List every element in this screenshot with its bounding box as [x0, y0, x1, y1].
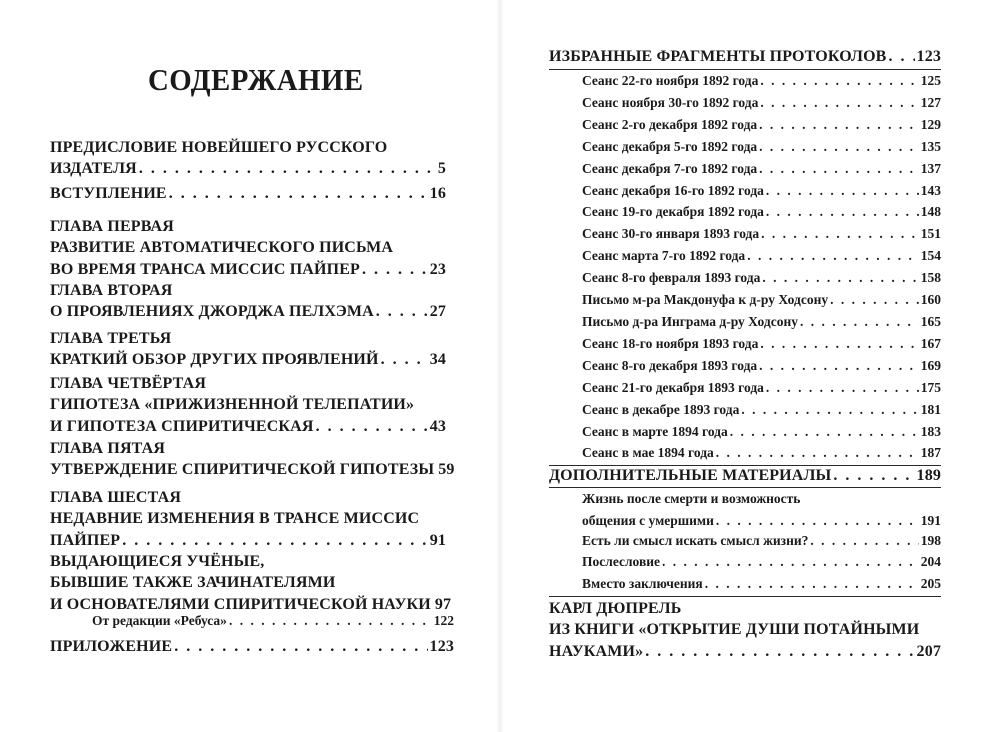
session-entry[interactable]	[582, 333, 941, 355]
leader-dots	[759, 114, 919, 136]
toc-entry-afterword[interactable]	[582, 551, 941, 573]
session-title: Сеанс 18-го ноября 1893 года	[582, 335, 759, 351]
session-page-number: 181	[920, 401, 941, 417]
toc-page-number: 43	[429, 417, 446, 435]
session-page-number: 158	[920, 270, 941, 286]
toc-entry-title: Есть ли смысл искать смысл жизни?	[582, 533, 809, 548]
section-divider	[549, 596, 941, 597]
leader-dots	[760, 333, 918, 355]
toc-entry-line: РАЗВИТИЕ АВТОМАТИЧЕСКОГО ПИСЬМА	[50, 239, 394, 257]
toc-entry-meaning-of-life[interactable]	[582, 530, 941, 552]
sessions-list	[582, 70, 941, 464]
toc-entry-title: ВО ВРЕМЯ ТРАНСА МИССИС ПАЙПЕР	[50, 260, 360, 278]
session-title: Сеанс 19-го декабря 1892 года	[582, 204, 764, 220]
toc-page-number: 23	[429, 260, 446, 278]
leader-dots	[362, 259, 428, 280]
session-page-number: 127	[920, 94, 941, 110]
leader-dots	[833, 465, 914, 486]
session-title: Сеанс 2-го декабря 1892 года	[582, 116, 758, 132]
session-page-number: 125	[920, 73, 941, 88]
session-entry[interactable]	[582, 70, 941, 92]
session-page-number: 129	[920, 116, 941, 132]
toc-entry-title: ПРИЛОЖЕНИЕ	[50, 638, 173, 655]
session-entry[interactable]	[582, 245, 941, 267]
session-title: Письмо м-ра Макдонуфа к д-ру Ходсону	[582, 292, 829, 308]
toc-page-number: 91	[429, 531, 446, 549]
leader-dots	[747, 245, 919, 267]
leader-dots	[716, 510, 919, 532]
leader-dots	[810, 530, 918, 552]
leader-dots	[662, 551, 919, 573]
session-title: Сеанс 22-го ноября 1892 года	[582, 73, 759, 88]
leader-dots	[759, 136, 919, 158]
session-entry[interactable]	[582, 158, 941, 180]
toc-entry-editorial[interactable]	[92, 610, 454, 632]
toc-page-number: 207	[916, 642, 941, 660]
toc-entry-chapter-1[interactable]	[50, 216, 446, 280]
session-page-number: 143	[920, 182, 941, 198]
toc-entry-title: О ПРОЯВЛЕНИЯХ ДЖОРДЖА ПЕЛХЭМА	[50, 303, 374, 321]
session-page-number: 154	[920, 248, 941, 264]
session-entry[interactable]	[582, 92, 941, 114]
session-entry[interactable]	[582, 201, 941, 223]
toc-page-number: 5	[437, 160, 446, 178]
session-entry[interactable]	[582, 399, 941, 421]
toc-entry-line: БЫВШИЕ ТАКЖЕ ЗАЧИНАТЕЛЯМИ	[50, 574, 336, 592]
session-title: Сеанс 8-го февраля 1893 года	[582, 270, 761, 286]
session-title: Сеанс в марте 1894 года	[582, 423, 728, 439]
leader-dots	[376, 301, 428, 322]
leader-dots	[760, 70, 918, 92]
leader-dots	[381, 349, 428, 370]
toc-page-number: 34	[429, 351, 446, 369]
toc-entry-title: Послесловие	[582, 554, 661, 569]
toc-page-number: 123	[916, 48, 941, 65]
leader-dots	[122, 530, 427, 551]
session-title: Письмо д-ра Инграма д-ру Ходсону	[582, 313, 798, 329]
toc-page-number: 191	[920, 512, 941, 528]
leader-dots	[888, 46, 914, 67]
session-page-number: 160	[920, 292, 941, 308]
leader-dots	[645, 641, 914, 662]
toc-entry-line: ГЛАВА ШЕСТАЯ	[50, 489, 182, 506]
toc-page-number: 198	[920, 533, 941, 548]
toc-entry-line: ГЛАВА ВТОРАЯ	[50, 282, 173, 299]
toc-entry-chapter-3[interactable]	[50, 328, 446, 371]
toc-entry-chapter-5[interactable]	[50, 438, 455, 481]
toc-entry-title: И ГИПОТЕЗА СПИРИТИЧЕСКАЯ	[50, 417, 314, 435]
contents-heading: СОДЕРЖАНИЕ	[148, 62, 364, 97]
leader-dots	[800, 311, 919, 333]
leader-dots	[229, 610, 432, 632]
session-title: Сеанс декабря 16-го 1892 года	[582, 182, 764, 198]
toc-page-number: 189	[916, 467, 941, 484]
leader-dots	[730, 421, 919, 443]
toc-entry-title: И ОСНОВАТЕЛЯМИ СПИРИТИЧЕСКОЙ НАУКИ	[50, 595, 431, 613]
toc-entry-title: ДОПОЛНИТЕЛЬНЫЕ МАТЕРИАЛЫ	[549, 467, 832, 484]
session-title: Сеанс в декабре 1893 года	[582, 401, 740, 417]
leader-dots	[759, 355, 919, 377]
session-page-number: 175	[920, 379, 941, 395]
toc-page-number: 27	[429, 303, 446, 321]
leader-dots	[169, 183, 428, 204]
toc-entry-du-prel[interactable]	[549, 598, 941, 662]
session-entry[interactable]	[582, 136, 941, 158]
toc-entry-chapter-4[interactable]	[50, 373, 446, 437]
toc-entry-title: От редакции «Ребуса»	[92, 613, 227, 628]
toc-entry-line: ВЫДАЮЩИЕСЯ УЧЁНЫЕ,	[50, 553, 265, 570]
toc-page-number: 59	[438, 461, 455, 479]
toc-entry-conclusion[interactable]	[582, 573, 941, 595]
leader-dots	[760, 92, 918, 114]
toc-entry-line: ГЛАВА ЧЕТВЁРТАЯ	[50, 375, 207, 392]
leader-dots	[741, 399, 918, 421]
toc-page-number: 97	[434, 595, 452, 613]
toc-entry-line: ГЛАВА ПЕРВАЯ	[50, 218, 174, 235]
toc-entry-line: ГИПОТЕЗА «ПРИЖИЗНЕННОЙ ТЕЛЕПАТИИ»	[50, 396, 415, 414]
toc-entry-title: общения с умершими	[582, 512, 714, 528]
session-title: Сеанс декабря 5-го 1892 года	[582, 138, 758, 154]
session-title: Сеанс марта 7-го 1892 года	[582, 248, 746, 264]
session-entry[interactable]	[582, 421, 941, 443]
session-page-number: 148	[920, 204, 941, 220]
toc-entry-title: ИЗБРАННЫЕ ФРАГМЕНТЫ ПРОТОКОЛОВ	[549, 48, 887, 65]
toc-page-number: 123	[429, 638, 454, 655]
toc-entry-title: ИЗДАТЕЛЯ	[50, 160, 137, 178]
session-page-number: 151	[920, 226, 941, 242]
toc-entry-line: НЕДАВНИЕ ИЗМЕНЕНИЯ В ТРАНСЕ МИССИС	[50, 510, 420, 528]
toc-entry-title: ПАЙПЕР	[50, 531, 121, 549]
toc-entry-preface[interactable]	[50, 137, 446, 180]
session-page-number: 165	[920, 313, 941, 329]
session-page-number: 169	[920, 357, 941, 373]
toc-entry-chapter-2[interactable]	[50, 280, 446, 323]
session-title: Сеанс в мае 1894 года	[582, 445, 714, 461]
leader-dots	[316, 416, 428, 437]
leader-dots	[766, 201, 919, 223]
toc-entry-line: ПРЕДИСЛОВИЕ НОВЕЙШЕГО РУССКОГО	[50, 139, 388, 156]
toc-entry-title: ВСТУПЛЕНИЕ	[50, 185, 167, 202]
session-page-number: 135	[920, 138, 941, 154]
session-entry[interactable]	[582, 180, 941, 202]
session-entry[interactable]	[582, 223, 941, 245]
leader-dots	[766, 377, 919, 399]
toc-entry-chapter-6[interactable]	[50, 487, 446, 551]
toc-entry-appendix[interactable]	[50, 636, 454, 657]
toc-entry-title: Вместо заключения	[582, 576, 703, 591]
session-entry[interactable]	[582, 377, 941, 399]
session-page-number: 187	[920, 445, 941, 461]
session-title: Сеанс 30-го января 1893 года	[582, 226, 760, 242]
toc-entry-additional-materials[interactable]	[549, 465, 941, 486]
leader-dots	[705, 573, 919, 595]
session-entry[interactable]	[582, 355, 941, 377]
session-title: Сеанс 8-го декабря 1893 года	[582, 357, 758, 373]
toc-entry-scientists[interactable]	[50, 551, 452, 615]
session-title: Сеанс 21-го декабря 1893 года	[582, 379, 764, 395]
toc-entry-line: ИЗ КНИГИ «ОТКРЫТИЕ ДУШИ ПОТАЙНЫМИ	[549, 621, 920, 639]
leader-dots	[759, 158, 919, 180]
leader-dots	[139, 158, 436, 179]
leader-dots	[761, 223, 919, 245]
toc-entry-title: УТВЕРЖДЕНИЕ СПИРИТИЧЕСКОЙ ГИПОТЕЗЫ	[50, 461, 435, 479]
session-entry[interactable]	[582, 114, 941, 136]
leader-dots	[762, 267, 918, 289]
session-title: Сеанс ноября 30-го 1892 года	[582, 94, 759, 110]
book-gutter	[496, 0, 504, 732]
leader-dots	[766, 180, 919, 202]
leader-dots	[174, 636, 427, 657]
session-entry[interactable]	[582, 289, 941, 311]
toc-page-number: 122	[433, 613, 454, 628]
session-page-number: 183	[920, 423, 941, 439]
toc-entry-line: ГЛАВА ТРЕТЬЯ	[50, 330, 172, 347]
toc-entry-line: Жизнь после смерти и возможность	[582, 491, 801, 506]
session-page-number: 167	[920, 335, 941, 351]
session-page-number: 137	[920, 160, 941, 176]
toc-entry-line: КАРЛ ДЮПРЕЛЬ	[549, 600, 682, 617]
toc-page-number: 205	[920, 576, 941, 591]
toc-entry-life-after-death[interactable]	[582, 488, 941, 531]
leader-dots	[716, 442, 919, 464]
toc-entry-title: КРАТКИЙ ОБЗОР ДРУГИХ ПРОЯВЛЕНИЙ	[50, 351, 379, 369]
session-entry[interactable]	[582, 267, 941, 289]
session-entry[interactable]	[582, 311, 941, 333]
leader-dots	[830, 289, 919, 311]
toc-page-number: 204	[920, 554, 941, 569]
toc-entry-title: НАУКАМИ»	[549, 642, 644, 660]
toc-entry-selected-protocols[interactable]	[549, 46, 941, 67]
session-title: Сеанс декабря 7-го 1892 года	[582, 160, 758, 176]
toc-entry-line: ГЛАВА ПЯТАЯ	[50, 440, 166, 457]
session-entry[interactable]	[582, 442, 941, 464]
toc-page-number: 16	[429, 185, 446, 202]
toc-entry-introduction[interactable]	[50, 183, 446, 204]
